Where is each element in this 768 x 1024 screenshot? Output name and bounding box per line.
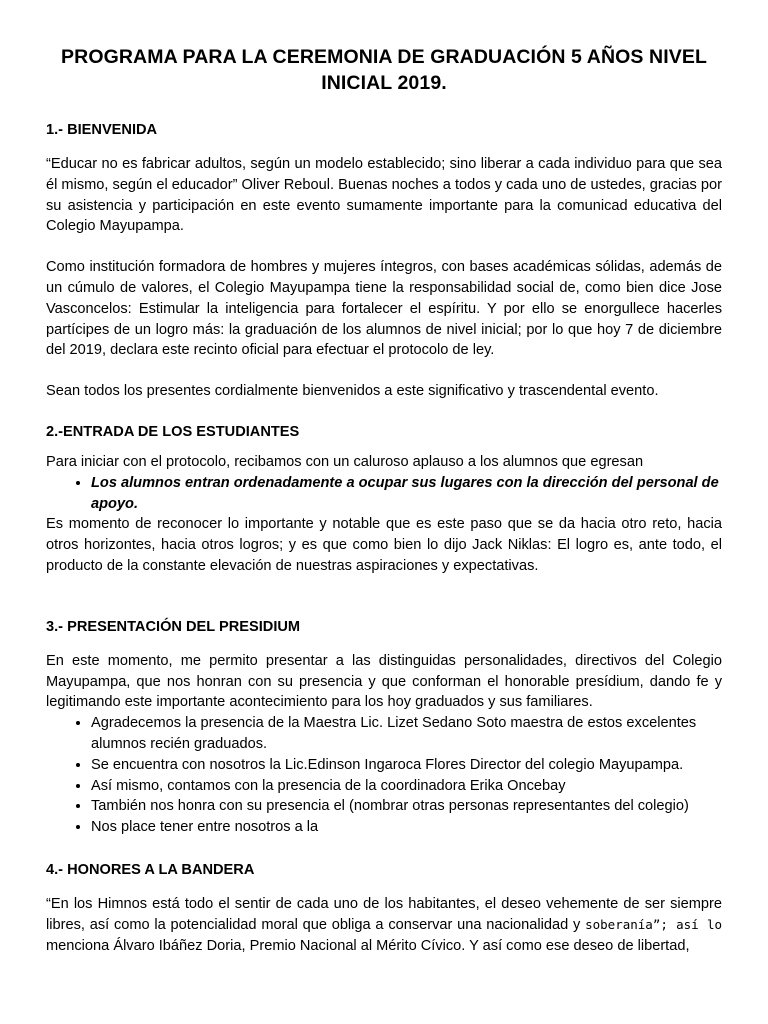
paragraph: Para iniciar con el protocolo, recibamos con un caluroso aplauso a los alumnos que egresan bbox=[46, 453, 644, 470]
section-heading-entrada: 2.-ENTRADA DE LOS ESTUDIANTES bbox=[46, 423, 300, 440]
paragraph bbox=[46, 894, 722, 956]
list-item: • Los alumnos entran ordenadamente a ocupar sus lugares con la dirección del personal de apoyo. bbox=[91, 473, 722, 515]
list-item: • Se encuentra con nosotros la Lic.Edinson Ingaroca Flores Director del colegio Mayupampa. bbox=[91, 755, 722, 776]
paragraph-text-mono: soberanía”; así lo bbox=[585, 916, 722, 932]
section-heading-presidium: 3.- PRESENTACIÓN DEL PRESIDIUM bbox=[46, 618, 301, 635]
list-item: • Así mismo, contamos con la presencia de la coordinadora Erika Oncebay bbox=[91, 776, 722, 797]
paragraph-text: “En los Himnos está todo el sentir de cada uno de los habitantes, el deseo vehemente de ser siempre libres, así como la potencialidad moral que obliga a conservar una nacionalidad y bbox=[46, 895, 722, 933]
paragraph: Es momento de reconocer lo importante y notable que es este paso que se da hacia otro reto, hacia otros horizontes, hacia otros logros; y es que como bien lo dijo Jack Niklas: El logro es, ante todo, el producto de la constante elevación de nuestras aspiraciones y expectativas. bbox=[46, 516, 722, 574]
list-item: • Agradecemos la presencia de la Maestra Lic. Lizet Sedano Soto maestra de estos excelentes alumnos recién graduados. bbox=[91, 713, 722, 755]
bullet-list bbox=[46, 473, 722, 515]
paragraph-text: menciona Álvaro Ibáñez Doria, Premio Nacional al Mérito Cívico. Y así como ese deseo de libertad, bbox=[46, 937, 690, 954]
paragraph: Como institución formadora de hombres y mujeres íntegros, con bases académicas sólidas, además de un cúmulo de valores, el Colegio Mayupampa tiene la responsabilidad social de, como bien dice Jose Vasconcelos: Estimular la inteligencia para fortalecer el espíritu. Y por ello se enorgullece hacerles partícipes de un logro más: la graduación de los alumnos de nivel inicial; por lo que hoy 7 de diciembre del 2019, declara este recinto oficial para efectuar el protocolo de ley. bbox=[46, 259, 722, 359]
paragraph: En este momento, me permito presentar a las distinguidas personalidades, directivos del Colegio Mayupampa, que nos honran con su presencia y que conforman el honorable presídium, dando fe y legitimando este importante acontecimiento para los hoy graduados y sus familiares. bbox=[46, 652, 722, 711]
list-item: • También nos honra con su presencia el (nombrar otras personas representantes del colegio) bbox=[91, 796, 722, 817]
document-title: PROGRAMA PARA LA CEREMONIA DE GRADUACIÓN 5 AÑOS NIVEL INICIAL 2019. bbox=[61, 46, 707, 94]
section-heading-honores: 4.- HONORES A LA BANDERA bbox=[46, 861, 255, 878]
paragraph: “Educar no es fabricar adultos, según un modelo establecido; sino liberar a cada individuo para que sea él mismo, según el educador” Oliver Reboul. Buenas noches a todos y cada uno de ustedes, gracias por su asistencia y participación en este evento sumamente importante para la comunicad educativa del Colegio Mayupampa. bbox=[46, 156, 722, 235]
bullet-list bbox=[46, 713, 722, 838]
list-item: • Nos place tener entre nosotros a la bbox=[91, 817, 722, 838]
section-heading-bienvenida: 1.- BIENVENIDA bbox=[46, 122, 158, 138]
paragraph: Sean todos los presentes cordialmente bienvenidos a este significativo y trascendental evento. bbox=[46, 383, 659, 400]
